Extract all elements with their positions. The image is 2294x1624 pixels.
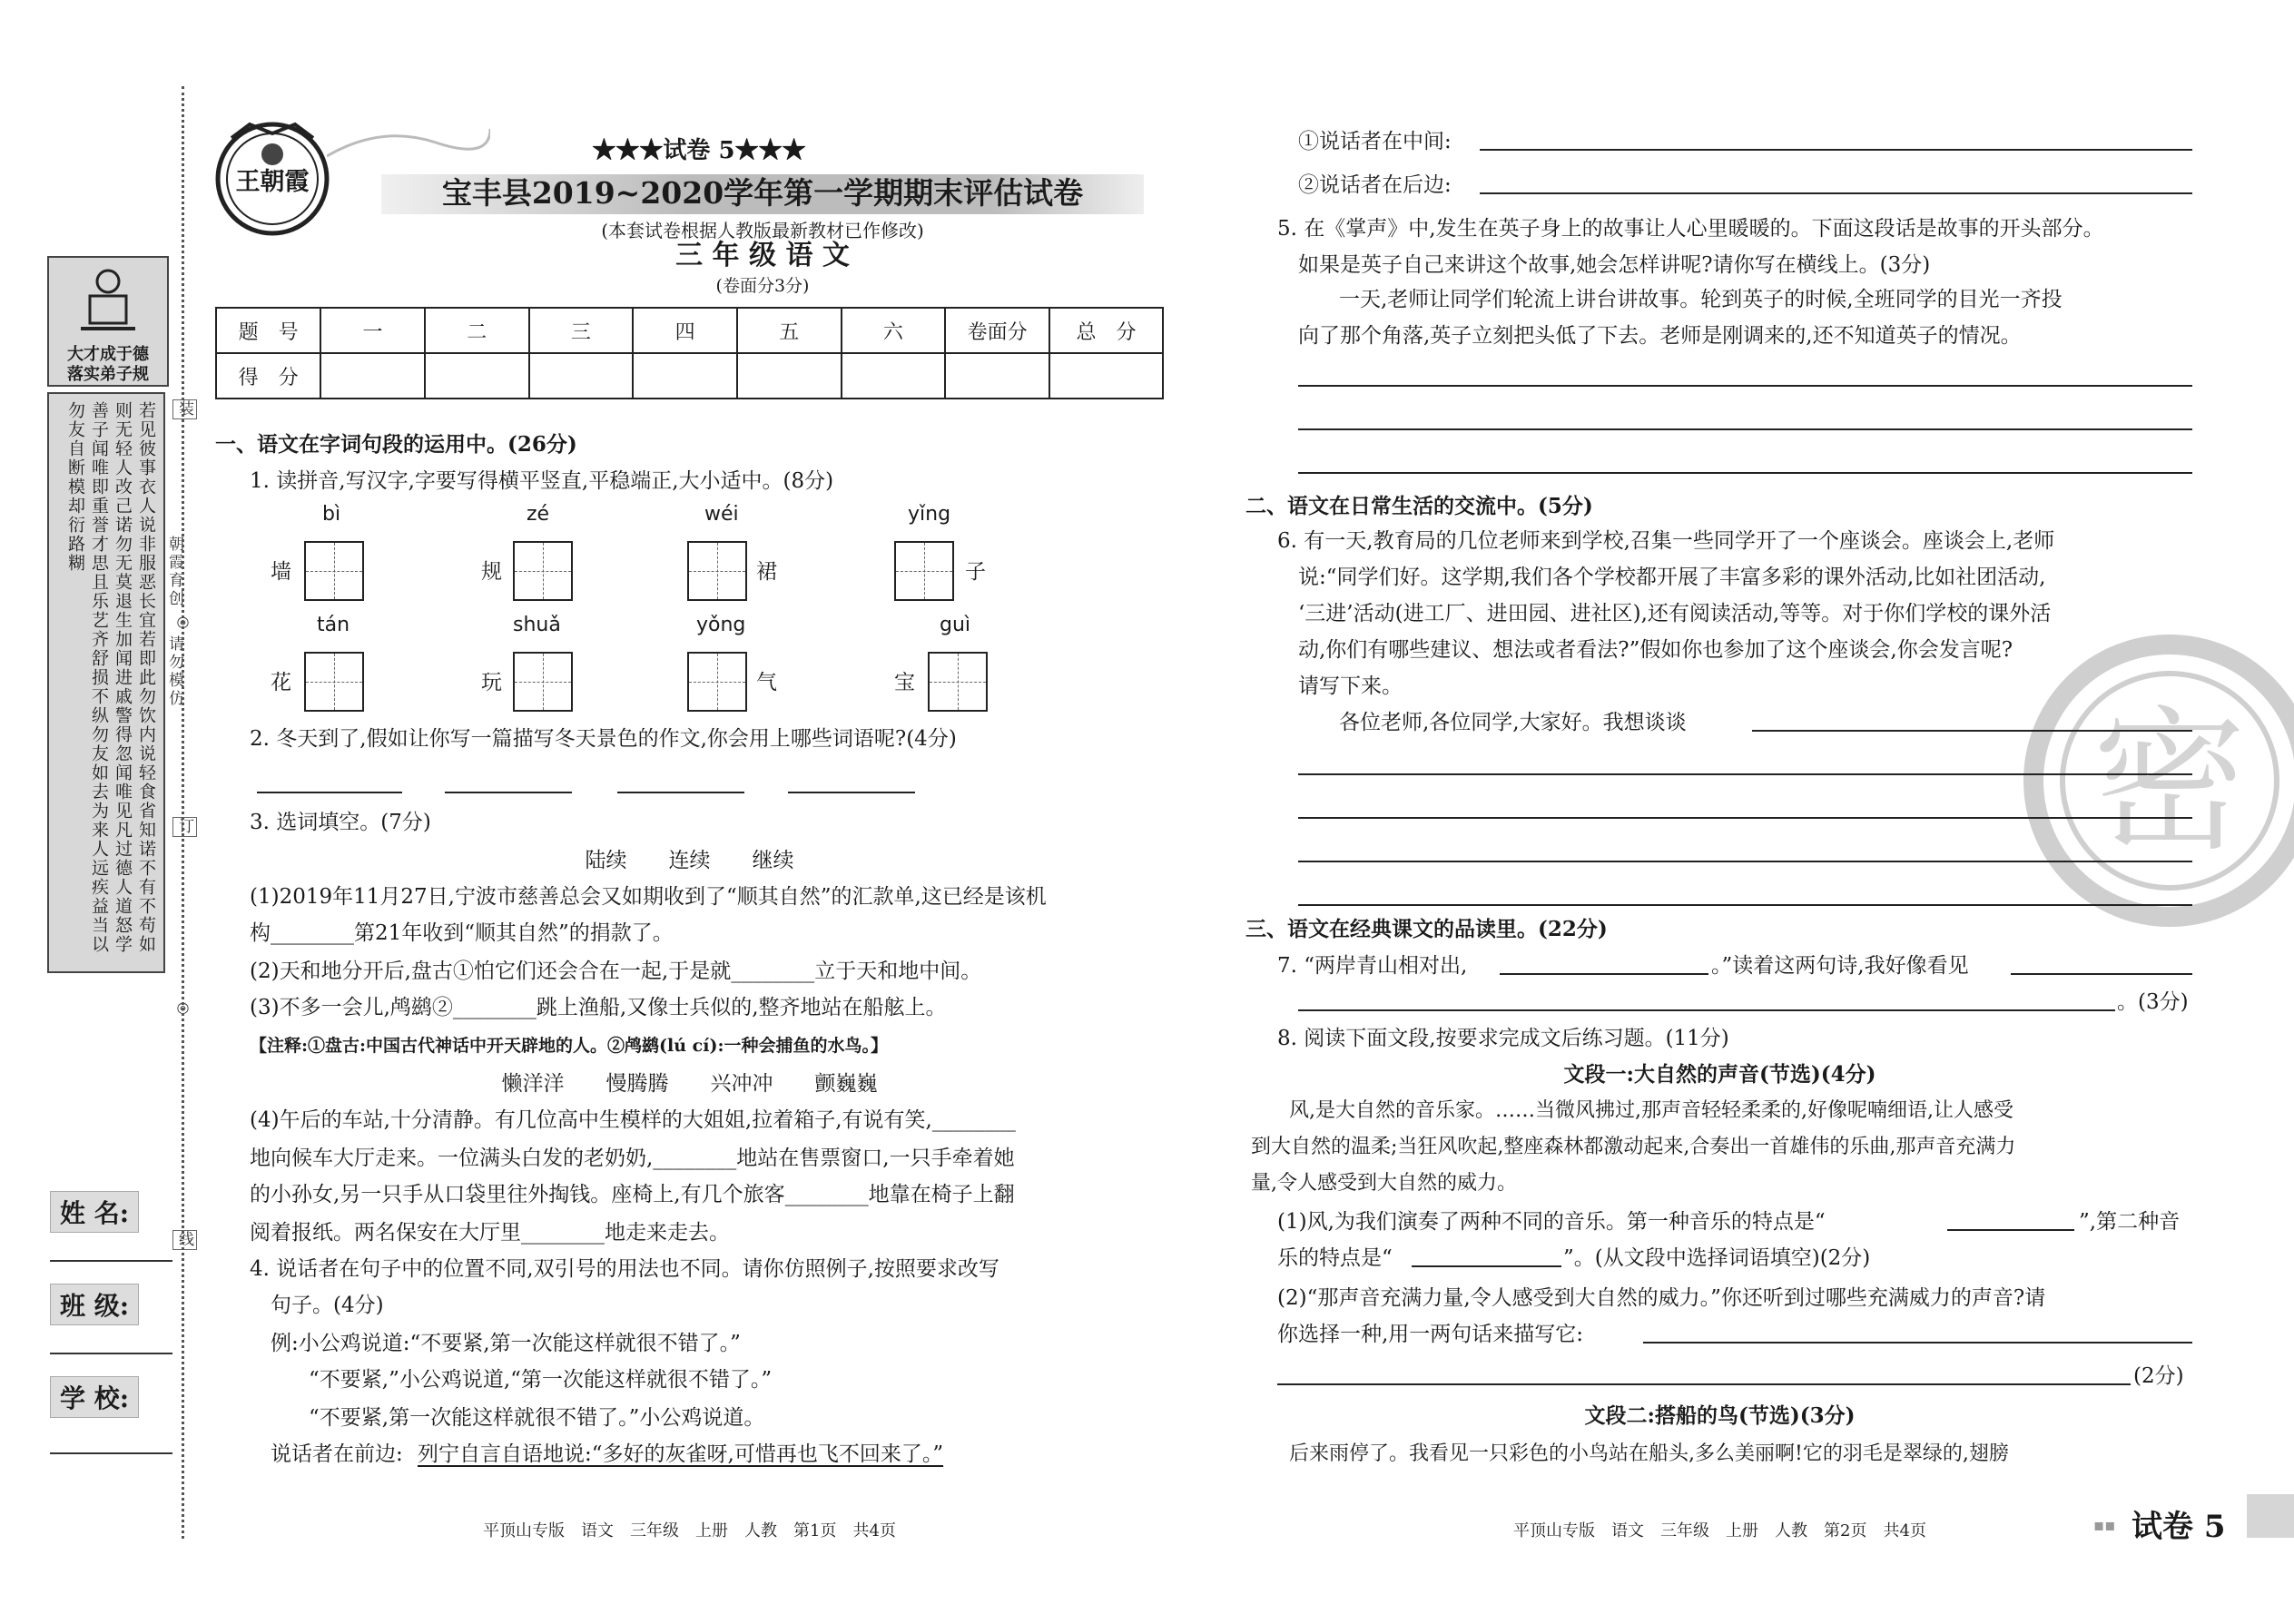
passage-line: 向了那个角落,英子立刻把头低了下去。老师是刚调来的,还不知道英子的情况。 — [1298, 324, 2022, 348]
exam-title: 宝丰县2019~2020学年第一学期期末评估试卷 — [441, 175, 1084, 211]
answer-blank[interactable] — [1298, 472, 2192, 474]
question-6: ‘三进’活动(进工厂、进田园、进社区),还有阅读活动,等等。对于你们学校的课外活 — [1298, 602, 2052, 625]
answer-blank[interactable] — [1277, 1383, 2131, 1385]
circle-mark-icon: ◎ — [174, 613, 192, 633]
grid-prefix-char: 玩 — [481, 671, 502, 694]
writing-grid[interactable] — [687, 541, 747, 601]
question-6: 请写下来。 — [1298, 674, 1403, 698]
question-3-4: (4)午后的车站,十分清静。有几位高中生模样的大姐姐,拉着箱子,有说有笑,________ — [250, 1108, 1016, 1132]
series-label: ★★★试卷 5★★★ — [592, 137, 806, 164]
question-6-opening: 各位老师,各位同学,大家好。我想谈谈 — [1339, 711, 1687, 734]
score-header-cell: 二 — [425, 308, 529, 353]
question-3-1: 构________第21年收到“顺其自然”的捐款了。 — [250, 921, 674, 945]
example-line: 例:小公鸡说道:“不要紧,第一次能这样就很不错了。” — [271, 1332, 741, 1355]
motto-box — [47, 256, 169, 387]
grid-prefix-char: 宝 — [894, 671, 915, 694]
question-7: 。”读着这两句诗,我好像看见 — [1711, 954, 1969, 978]
name-label: 姓 名: — [50, 1191, 139, 1233]
page-footer: 平顶山专版 语文 三年级 上册 人教 第2页 共4页 — [1513, 1521, 1926, 1540]
motto-line: 大才成于德 — [67, 345, 149, 364]
question-5: 如果是英子自己来讲这个故事,她会怎样讲呢?请你写在横线上。(3分) — [1298, 253, 1931, 277]
question-4: 句子。(4分) — [271, 1294, 384, 1317]
question-5: 5. 在《掌声》中,发生在英子身上的故事让人心里暖暖的。下面这段话是故事的开头部分。 — [1277, 217, 2104, 241]
question-6: 6. 有一天,教育局的几位老师来到学校,召集一些同学开了一个座谈会。座谈会上,老师 — [1277, 529, 2055, 553]
grid-prefix-char: 花 — [271, 671, 291, 694]
answer-blank[interactable] — [1480, 192, 2192, 194]
question-2: 2. 冬天到了,假如让你写一篇描写冬天景色的作文,你会用上哪些词语呢?(4分) — [250, 727, 957, 751]
class-field[interactable] — [50, 1353, 172, 1354]
question-4-mid-label: ①说话者在中间: — [1298, 130, 1452, 153]
answer-blank[interactable] — [1298, 904, 2192, 906]
answer-blank[interactable] — [1412, 1265, 1561, 1267]
motto-line: 落实弟子规 — [67, 365, 149, 384]
score-cell[interactable] — [1049, 353, 1163, 399]
answer-blank[interactable] — [1298, 861, 2192, 862]
question-4-back-label: ②说话者在后边: — [1298, 173, 1452, 197]
writing-grid[interactable] — [513, 541, 573, 601]
score-header-cell: 四 — [633, 308, 737, 353]
passage-line: 一天,老师让同学们轮流上讲台讲故事。轮到英子的时候,全班同学的目光一齐投 — [1339, 288, 2063, 311]
passage-line: 后来雨停了。我看见一只彩色的小鸟站在船头,多么美丽啊!它的羽毛是翠绿的,翅膀 — [1289, 1442, 2009, 1465]
pinyin-label: shuǎ — [513, 614, 561, 636]
passage-line: 到大自然的温柔;当狂风吹起,整座森林都激动起来,合奏出一首雄伟的乐曲,那声音充满力 — [1251, 1136, 2016, 1158]
svg-text:密: 密 — [2092, 693, 2248, 872]
pinyin-label: yǒng — [696, 614, 746, 636]
score-cell[interactable] — [737, 353, 842, 399]
score-cell[interactable] — [633, 353, 737, 399]
rules-box: 若见彼事衣人说非服恶长宜若即此勿饮内说轻食省知诺不有不苟如则无轻人改己诺勿无莫退生加闻进戚警得忽闻唯见凡过德人道怒学善子闻唯即重誉才思且乐艺齐舒损不纵勿友如去为来人远疾益当以勿友自断模却衍路糊 — [47, 392, 165, 973]
answer-blank[interactable] — [1298, 817, 2192, 819]
writing-grid[interactable] — [513, 652, 573, 712]
answer-blank[interactable] — [1480, 149, 2192, 151]
grid-prefix-char: 墙 — [271, 560, 291, 584]
binding-strip — [0, 0, 193, 1624]
scholar-illustration — [76, 265, 140, 338]
answer-blank[interactable] — [617, 792, 744, 793]
grid-suffix-char: 裙 — [756, 560, 777, 584]
question-4-front-label: 说话者在前边: — [271, 1442, 403, 1466]
question-8-1: ”。(从文段中选择词语填空)(2分) — [1563, 1246, 1871, 1270]
example-line: “不要紧,”小公鸡说道,“第一次能这样就很不错了。” — [309, 1368, 773, 1392]
grid-suffix-char: 气 — [756, 671, 777, 694]
question-3-3: (3)不多一会儿,鸬鹚②________跳上渔船,又像士兵似的,整齐地站在船舷上。 — [250, 996, 947, 1019]
question-7-score: 。(3分) — [2117, 990, 2189, 1014]
question-7: 7. “两岸青山相对出, — [1277, 954, 1468, 978]
pinyin-label: yǐng — [908, 503, 951, 526]
confidential-seal-icon — [2020, 631, 2294, 930]
grid-prefix-char: 规 — [481, 560, 502, 584]
passage-2-title: 文段二:搭船的鸟(节选)(3分) — [1584, 1403, 1856, 1428]
cut-mark: 装 — [172, 399, 197, 419]
pinyin-label: wéi — [704, 503, 739, 526]
question-4-front-text: 列宁自言自语地说:“多好的灰雀呀,可惜再也飞不回来了。” — [418, 1442, 944, 1466]
section-1-title: 一、语文在字词句段的运用中。(26分) — [215, 432, 577, 457]
writing-grid[interactable] — [304, 541, 364, 601]
grid-suffix-char: 子 — [965, 560, 986, 584]
annotation-note: 【注释:①盘古:中国古代神话中开天辟地的人。②鸬鹚(lú cí):一种会捕鱼的水鸟。】 — [250, 1036, 888, 1056]
word-bank: 陆续 连续 继续 — [585, 849, 794, 872]
answer-blank[interactable] — [2011, 973, 2192, 975]
cut-mark: 订 — [172, 817, 197, 837]
score-table — [215, 307, 1164, 399]
section-3-title: 三、语文在经典课文的品读里。(22分) — [1245, 917, 1608, 941]
score-cell[interactable] — [425, 353, 529, 399]
writing-grid[interactable] — [894, 541, 954, 601]
score-header-cell: 题 号 — [216, 308, 320, 353]
score-cell[interactable] — [842, 353, 946, 399]
binding-dash-line — [182, 86, 184, 1539]
answer-blank[interactable] — [1752, 730, 2192, 732]
question-8-1: ”,第二种音 — [2079, 1210, 2181, 1234]
answer-blank[interactable] — [1947, 1229, 2074, 1231]
score-header-cell: 一 — [320, 308, 425, 353]
answer-blank[interactable] — [1298, 385, 2192, 387]
score-header-cell: 卷面分 — [945, 308, 1049, 353]
example-line: “不要紧,第一次能这样就很不错了。”小公鸡说道。 — [309, 1406, 765, 1430]
score-header-cell: 五 — [737, 308, 842, 353]
writing-grid[interactable] — [304, 652, 364, 712]
answer-blank[interactable] — [1298, 773, 2192, 775]
name-field[interactable] — [50, 1260, 172, 1262]
passage-line: 风,是大自然的音乐家。……当微风拂过,那声音轻轻柔柔的,好像呢喃细语,让人感受 — [1289, 1099, 2013, 1122]
question-1: 1. 读拼音,写汉字,字要写得横平竖直,平稳端正,大小适中。(8分) — [250, 469, 834, 493]
answer-blank[interactable] — [1643, 1342, 2192, 1343]
passage-1-title: 文段一:大自然的声音(节选)(4分) — [1563, 1062, 1876, 1087]
pinyin-label: zé — [527, 503, 550, 526]
course-note: (卷面分3分) — [715, 276, 810, 296]
question-3-4: 阅着报纸。两名保安在大厅里________地走来走去。 — [250, 1221, 730, 1245]
pinyin-label: bì — [322, 503, 341, 526]
question-3-4: 的小孙女,另一只手从口袋里往外掏钱。座椅上,有几个旅客________地靠在椅子上翻 — [250, 1183, 1015, 1206]
question-8-2-score: (2分) — [2133, 1364, 2184, 1388]
section-2-title: 二、语文在日常生活的交流中。(5分) — [1245, 494, 1593, 518]
course-title: 三 年 级 语 文 — [675, 240, 850, 271]
score-header-row — [216, 308, 1163, 353]
question-3-4: 地向候车大厅走来。一位满头白发的老奶奶,________地站在售票窗口,一只手牵着她 — [250, 1147, 1015, 1170]
writing-grid[interactable] — [928, 652, 988, 712]
score-header-cell: 六 — [842, 308, 946, 353]
score-cell[interactable] — [945, 353, 1049, 399]
answer-blank[interactable] — [445, 792, 572, 793]
exam-subtitle: (本套试卷根据人教版最新教材已作修改) — [601, 220, 924, 241]
circle-mark-icon: ◎ — [174, 999, 192, 1019]
question-3-2: (2)天和地分开后,盘古①怕它们还会合在一起,于是就________立于天和地中间。 — [250, 960, 982, 983]
pinyin-label: guì — [940, 614, 971, 636]
score-cell[interactable] — [320, 353, 425, 399]
cut-mark: 线 — [172, 1230, 197, 1250]
exam-number-badge: 试卷 5 — [2132, 1509, 2226, 1545]
question-8-2: 你选择一种,用一两句话来描写它: — [1277, 1323, 1584, 1346]
answer-blank[interactable] — [1298, 1009, 2115, 1011]
score-row-label: 得 分 — [216, 353, 320, 399]
question-3-1: (1)2019年11月27日,宁波市慈善总会又如期收到了“顺其自然”的汇款单,这已经是该机 — [250, 885, 1047, 909]
answer-blank[interactable] — [1500, 973, 1708, 975]
score-header-cell: 三 — [529, 308, 634, 353]
question-8: 8. 阅读下面文段,按要求完成文后练习题。(11分) — [1277, 1027, 1729, 1050]
school-field[interactable] — [50, 1452, 172, 1454]
pinyin-label: tán — [317, 614, 350, 636]
school-label: 学 校: — [50, 1376, 139, 1418]
ribbon-decoration-icon — [327, 120, 490, 165]
page-footer: 平顶山专版 语文 三年级 上册 人教 第1页 共4页 — [483, 1521, 896, 1540]
score-value-row — [216, 353, 1163, 399]
question-4: 4. 说话者在句子中的位置不同,双引号的用法也不同。请你仿照例子,按照要求改写 — [250, 1257, 999, 1281]
question-8-1: (1)风,为我们演奏了两种不同的音乐。第一种音乐的特点是“ — [1277, 1210, 1826, 1234]
question-8-2: (2)“那声音充满力量,令人感受到大自然的威力。”你还听到过哪些充满威力的声音?请 — [1277, 1286, 2046, 1310]
question-8-1: 乐的特点是“ — [1277, 1246, 1393, 1270]
answer-blank[interactable] — [788, 792, 915, 793]
side-note: 请勿模仿 — [165, 635, 183, 708]
passage-line: 量,令人感受到大自然的威力。 — [1251, 1172, 1517, 1195]
score-header-cell: 总 分 — [1049, 308, 1163, 353]
footer-marker-icon: ▪▪ — [2093, 1516, 2116, 1535]
question-6: 说:“同学们好。这学期,我们各个学校都开展了丰富多彩的课外活动,比如社团活动, — [1298, 566, 2046, 589]
logo-text: 王朝霞 — [235, 168, 310, 196]
answer-blank[interactable] — [257, 792, 402, 793]
question-6: 动,你们有哪些建议、想法或者看法?”假如你也参加了这个座谈会,你会发言呢? — [1298, 638, 2013, 662]
answer-blank[interactable] — [1298, 428, 2192, 430]
question-3: 3. 选词填空。(7分) — [250, 811, 431, 834]
badge-tab — [2247, 1494, 2294, 1538]
class-label: 班 级: — [50, 1284, 139, 1325]
score-cell[interactable] — [529, 353, 634, 399]
side-note: 朝霞育创 — [165, 536, 183, 608]
writing-grid[interactable] — [687, 652, 747, 712]
word-bank: 懒洋洋 慢腾腾 兴冲冲 颤巍巍 — [501, 1072, 878, 1096]
